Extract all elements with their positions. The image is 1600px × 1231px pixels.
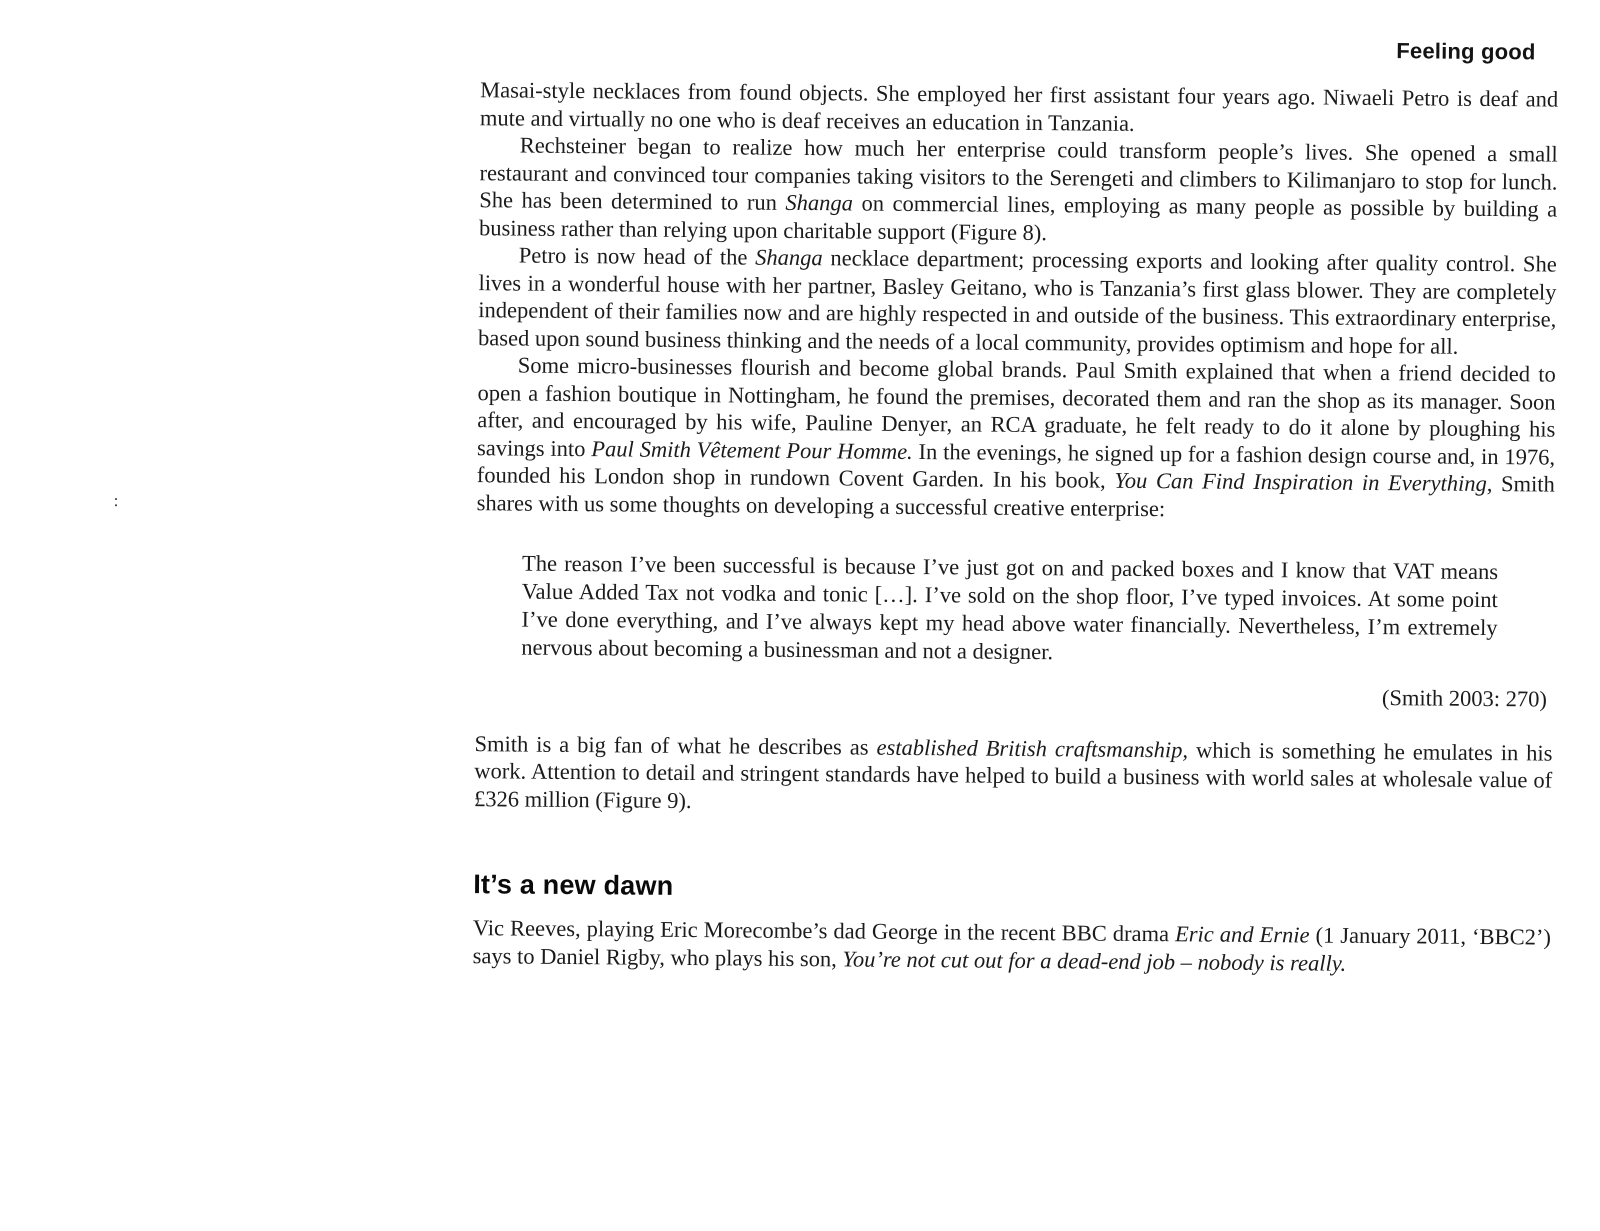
text-run: which is something he emulates in his work. Attention to detail and stringent standards have helped to build a business with world sales at wholesale value of £326 million (Figure 9). (473, 736, 1553, 813)
italic-text-run: Shanga (755, 244, 823, 271)
italic-text-run: Paul Smith Vêtement Pour Homme. (591, 435, 913, 464)
italic-text-run: established British craftsmanship, (876, 734, 1189, 762)
text-run: necklace department; processing exports and looking after quality control. She lives in a wonderful house with her partner, Basley Geitano, who is Tanzania’s first glass blower. They are completely independent of their families now and are highly respected in and outside of the business. This extraordinary enterprise, based upon sound business thinking and the needs of a local community, provides optimism and hope for all. (477, 245, 1557, 359)
text-run: Vic Reeves, playing Eric Morecombe’s dad George in the recent BBC drama (472, 915, 1176, 947)
text-run: Smith is a big fan of what he describes as (474, 730, 877, 760)
paragraph-vic-reeves (473, 914, 1551, 978)
scan-artifact-mark: : (113, 491, 119, 511)
text-run: on commercial lines, employing as many people as possible by building a business rather than relying upon charitable support (Figure 8). (478, 190, 1558, 245)
text-run: The reason I’ve been successful is because I’ve just got on and packed boxes and I know that VAT means Value Added Tax not vodka and tonic […]. I’ve sold on the shop floor, I’ve typed invoices. At some point I’ve done everything, and I’ve always kept my head above water financially. Nevertheless, I’m extremely nervous about becoming a businessman and not a designer. (521, 550, 1499, 665)
block-quote-smith (521, 550, 1498, 671)
text-run: Smith shares with us some thoughts on developing a successful creative enterprise: (476, 471, 1555, 521)
italic-text-run: You Can Find Inspiration in Everything, (1114, 467, 1493, 497)
section-heading-new-dawn: It’s a new dawn (473, 869, 674, 901)
italic-text-run: You’re not cut out for a dead-end job – nobody is really. (842, 945, 1347, 976)
text-run: (1 January 2011, ‘BBC2’) says to Daniel Rigby, who plays his son, (472, 922, 1551, 971)
paragraph-paul-smith (477, 351, 1556, 525)
text-run: Some micro-businesses flourish and become global brands. Paul Smith explained that when a friend decided to open a fashion boutique in Nottingham, he found the premises, decorated them and ran the shop as its manager. Soon after, and encouraged by his wife, Pauline Denyer, an RCA graduate, he felt ready to do it alone by ploughing his savings into (477, 352, 1556, 461)
text-run: Masai-style necklaces from found objects. She employed her first assistant four years ago. Niwaeli Petro is deaf and mute and virtually no one who is deaf receives an education in Tanzania. (479, 77, 1559, 136)
text-run: Petro is now head of the (518, 242, 756, 270)
text-run: Rechsteiner began to realize how much her enterprise could transform people’s lives. She opened a small restaurant and convinced tour companies taking visitors to the Serengeti and climbers to Kilimanjaro to stop for lunch. She has been determined to run (479, 132, 1558, 215)
italic-text-run: Eric and Ernie (1174, 921, 1310, 948)
paragraph-rechsteiner (479, 131, 1558, 250)
italic-text-run: Shanga (785, 189, 854, 216)
text-run: In the evenings, he signed up for a fashion design course and, in 1976, founded his London shop in rundown Covent Garden. In his book, (476, 438, 1556, 493)
paragraph-craftsmanship (474, 730, 1553, 822)
running-header: Feeling good (1396, 38, 1536, 65)
text-column (473, 76, 1559, 978)
quote-citation: (Smith 2003: 270) (1381, 685, 1548, 712)
paragraph-masai-necklaces (480, 76, 1558, 140)
paragraph-petro (478, 241, 1557, 360)
